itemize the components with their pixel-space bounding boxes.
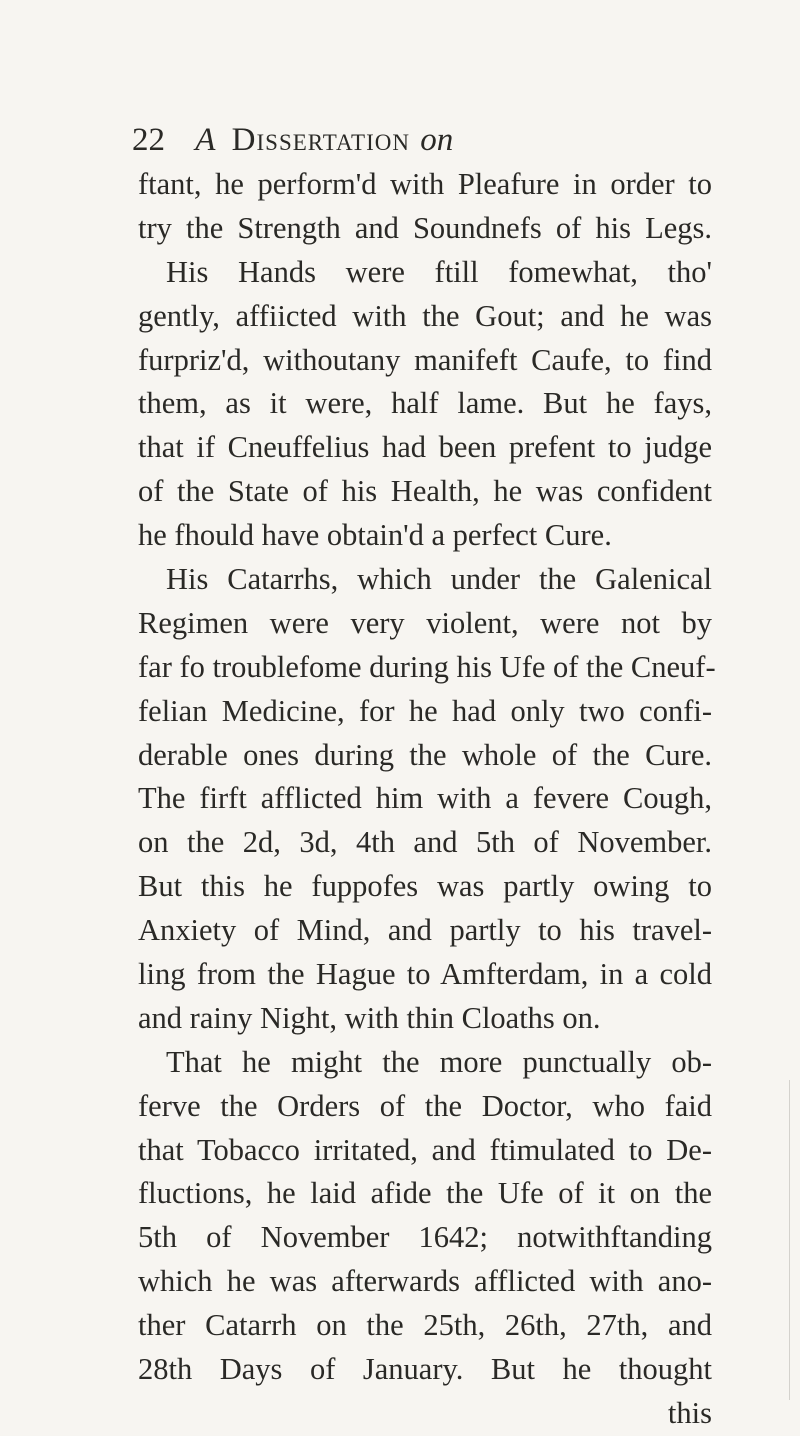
text-line: His Hands were ftill fomewhat, tho' bbox=[166, 254, 712, 289]
text-line: them, as it were, half lame. But he fays, bbox=[138, 386, 712, 421]
running-header bbox=[132, 118, 692, 162]
text-line: on the 2d, 3d, 4th and 5th of November. bbox=[138, 825, 712, 860]
page-number: 22 bbox=[132, 122, 165, 158]
text-line: That he might the more punctually ob- bbox=[166, 1044, 712, 1079]
text-line: gently, affiicted with the Gout; and he was bbox=[138, 298, 712, 333]
text-line: which he was afterwards afflicted with ano- bbox=[138, 1264, 712, 1299]
body-text bbox=[138, 163, 716, 1436]
text-line: ther Catarrh on the 25th, 26th, 27th, and bbox=[138, 1308, 712, 1343]
header-suffix: on bbox=[420, 122, 454, 158]
text-line: far fo troublefome during his Ufe of the Cneuf- bbox=[138, 649, 716, 684]
text-line: His Catarrhs, which under the Galenical bbox=[166, 562, 712, 597]
text-line: The firft afflicted him with a fevere Cough, bbox=[138, 781, 712, 816]
text-line: ling from the Hague to Amfterdam, in a cold bbox=[138, 957, 712, 992]
text-line: fluctions, he laid afide the Ufe of it on the bbox=[138, 1176, 712, 1211]
text-line: 5th of November 1642; notwithftanding bbox=[138, 1220, 712, 1255]
text-line: But this he fuppofes was partly owing to bbox=[138, 869, 712, 904]
text-line: try the Strength and Soundnefs of his Legs. bbox=[138, 210, 712, 245]
text-line: ftant, he perform'd with Pleafure in order to bbox=[138, 167, 712, 201]
text-line: Anxiety of Mind, and partly to his travel- bbox=[138, 913, 712, 948]
text-line: he fhould have obtain'd a perfect Cure. bbox=[138, 518, 612, 553]
text-line: that if Cneuffelius had been prefent to judge bbox=[138, 430, 712, 465]
header-prefix: A bbox=[195, 122, 216, 158]
text-line: 28th Days of January. But he thought bbox=[138, 1352, 712, 1387]
text-line: Regimen were very violent, were not by bbox=[138, 605, 712, 640]
page-edge bbox=[789, 1080, 796, 1400]
text-line: felian Medicine, for he had only two confi- bbox=[138, 693, 712, 728]
text-line: that Tobacco irritated, and ftimulated to De- bbox=[138, 1132, 712, 1167]
text-line: ferve the Orders of the Doctor, who faid bbox=[138, 1088, 712, 1123]
catchword: this bbox=[667, 1395, 712, 1430]
header-title: Dissertation bbox=[231, 122, 410, 158]
text-line: derable ones during the whole of the Cure. bbox=[138, 737, 712, 772]
text-line: furpriz'd, withoutany manifeft Caufe, to find bbox=[138, 342, 712, 377]
text-line: of the State of his Health, he was confident bbox=[138, 474, 712, 509]
text-line: and rainy Night, with thin Cloaths on. bbox=[138, 1000, 601, 1035]
